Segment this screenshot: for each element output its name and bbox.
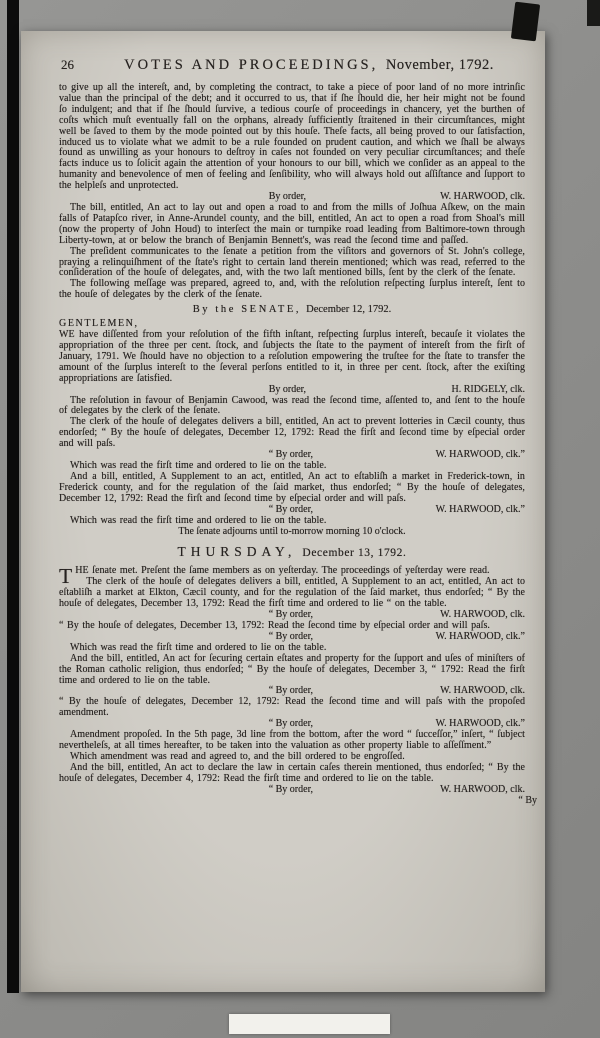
scan-artifact-top-right [511, 2, 540, 42]
section-heading [59, 303, 525, 317]
by-order-line [59, 785, 525, 796]
proceedings-paragraph: “ By the houſe of delegates, December 12, 1792: Read the ſecond time and will paſs with the propoſed amendment. [59, 696, 525, 719]
proceedings-paragraph: The bill, entitled, An act to lay out and open a road to and from the mills of Joſhua Aſkew, on the main falls of Patapſco river, in Anne-Arundel county, and the bill, entitled, An act to open a road from Shoal's mill (now the property of John Houd) to interſect the main or turnpike road leading from Baltimore-town through Liberty-town, at or below the branch of Benjamin Bennett's, was read the ſecond time and paſſed. [59, 201, 525, 246]
page-title [117, 57, 501, 74]
proceedings-paragraph: Which was read the firſt time and ordered to lie on the table. [70, 641, 327, 653]
catchword: “ By [518, 795, 537, 807]
proceedings-paragraph: Amendment propoſed. In the 5th page, 3d line from the bottom, after the word “ ſucceſſor,” inſert, “ ſubject nevertheleſs, at all times hereafter, to be taken into the valuation as other property liable to aſſeſſment.” [59, 729, 525, 751]
page-body [59, 82, 537, 807]
by-order-label: “ By order, [268, 630, 313, 642]
clerk-signature: W. HARWOOD, clk. [440, 191, 525, 203]
adjournment-line: The ſenate adjourns until to-morrow morning 10 o'clock. [178, 526, 406, 538]
page-title-caps: VOTES AND PROCEEDINGS, [124, 57, 379, 73]
proceedings-paragraph: And the bill, entitled, An act to declare the law in certain caſes therein mentioned, thus endorſed; “ By the houſe of delegates, December 4, 1792: Read the firſt time and ordered to lie on the table. [59, 761, 525, 784]
proceedings-paragraph: The following meſſage was prepared, agreed to, and, with the reſolution reſpecting ſurplus intereſt, ſent to the houſe of delegates by the clerk of the ſenate. [59, 278, 525, 301]
proceedings-paragraph: And the bill, entitled, An act for ſecuring certain eſtates and property for the ſupport and uſes of miniſters of the Roman catholic religion, thus endorſed; “ By the houſe of delegates, December 3, “ 1792: Read the firſt time and ordered to lie on the table. [59, 652, 525, 686]
drop-cap-letter: T [59, 564, 73, 589]
proceedings-paragraph: Which was read the firſt time and ordered to lie on the table. [70, 514, 327, 526]
by-order-label: “ By order, [268, 609, 313, 621]
proceedings-paragraph: “ By the houſe of delegates, December 13, 1792: Read the ſecond time by eſpecial order and will paſs. [59, 619, 490, 631]
proceedings-paragraph: to give up all the intereſt, and, by completing the contract, to take a piece of poor land of no more intrinſic value than the principal of the debt; and it occurred to us, that if ſhe ſhould die, her heir might not be found ſo indulgent; and that if ſhe ſhould ſurvive, a tedious courſe of proceedings in chancery, yet the burthen of coſts which muſt eventually fall on the orphans, already ſufficiently ſtraitened in their circumſtances, might well be ſaved to them by the mode pointed out by this houſe. Theſe facts, all being proved to our ſatisfaction, induced us to violate what we admit to be a rule founded on prudent caution, and which we ſhall be always found as unwilling as your honours to deſtroy in caſes not founded on very peculiar circumſtances; and theſe facts induce us to ſolicit again the attention of your honours to our bill, which we conſider as an appeal to the humanity and benevolence of men of feeling and ſenſibility, who will always hold out aſſiſtance and ſupport to the helpleſs and unprotected. [59, 82, 525, 192]
by-order-label: By order, [268, 383, 307, 395]
scan-label-strip [229, 1014, 390, 1034]
clerk-signature: W. HARWOOD, clk. [440, 685, 525, 697]
clerk-signature: W. HARWOOD, clk.” [435, 630, 525, 642]
clerk-signature: W. HARWOOD, clk.” [435, 449, 525, 461]
scan-edge-left [7, 0, 19, 993]
page-header [59, 57, 525, 74]
clerk-signature: H. RIDGELY, clk. [451, 383, 525, 395]
page-number: 26 [61, 57, 74, 72]
proceedings-paragraph: The reſolution in favour of Benjamin Cawood, was read the ſecond time, aſſented to, and ſent to the houſe of delegates by the clerk of the ſenate. [59, 394, 525, 417]
clerk-signature: W. HARWOOD, clk. [440, 783, 525, 795]
heading-caps: By the SENATE, [192, 304, 302, 316]
proceedings-paragraph: Which was read the firſt time and ordered to lie on the table. [70, 460, 327, 471]
proceedings-paragraph: And a bill, entitled, A Supplement to an act, entitled, An act to eſtabliſh a market in Frederick-town, in Frederick county, and for the regulation of the ſaid market, thus endorſed; “ By the houſe of delegates, December 12, 1792: Read the firſt and ſecond time by eſpecial order and will paſs. [59, 470, 525, 504]
clerk-signature: W. HARWOOD, clk.” [435, 718, 525, 730]
by-order-label: By order, [268, 191, 307, 203]
proceedings-paragraph: Which amendment was read and agreed to, and the bill ordered to be engroſſed. [70, 750, 405, 762]
opening-paragraph-text: HE ſenate met. Preſent the ſame members as on yeſterday. The proceedings of yeſterday were read. [75, 565, 490, 577]
heading-date: December 13, 1792. [302, 547, 407, 560]
proceedings-paragraph: The clerk of the houſe of delegates delivers a bill, entitled, A Supplement to an act, entitled, An act to eſtabliſh a market at Elkton, Cæcil county, and for the regulation of the ſaid market, thus endorſed; “ By the houſe of delegates, December 13, 1792: Read the firſt time and ordered to lie “ on the table. [59, 576, 525, 610]
by-order-label: “ By order, [268, 783, 313, 795]
by-order-line [59, 385, 525, 396]
heading-caps: THURSDAY, [177, 544, 297, 560]
proceedings-paragraph: The preſident communicates to the ſenate a petition from the viſitors and governors of St. John's college, praying a relinquiſhment of the ſtate's right to certain land therein mentioned; which was read, referred to the conſideration of the houſe of delegates, and, with the two laſt mentioned bills, ſent by the clerk of the ſenate. [59, 245, 525, 279]
heading-date: December 12, 1792. [306, 304, 392, 316]
by-order-line [59, 505, 525, 516]
section-heading [59, 542, 525, 563]
by-order-label: “ By order, [268, 718, 313, 730]
by-order-label: “ By order, [268, 449, 313, 461]
by-order-label: “ By order, [268, 685, 313, 697]
page-title-date: November, 1792. [385, 57, 494, 73]
proceedings-paragraph: WE have diſſented from your reſolution of the fifth inſtant, reſpecting ſurplus intereſt, becauſe it violates the appropriation of the three per cent. ſtock, and ſubjects the ſtate to the payment of intereſt from the firſt of January, 1791. We ſhould have no objection to a reſolution empowering the truſtee for the ſtate to transfer the amount of the ſurplus intereſt to the ſeveral perſons entitled to it, in three per cent. ſtock, after the exiſting appropriations are ſatisfied. [59, 329, 525, 384]
proceedings-paragraph: The clerk of the houſe of delegates delivers a bill, entitled, An act to prevent lotteries in Cæcil county, thus endorſed; “ By the houſe of delegates, December 12, 1792: Read the firſt and ſecond time by eſpecial order and will paſs. [59, 416, 525, 450]
scan-artifact-corner [587, 0, 600, 26]
clerk-signature: W. HARWOOD, clk.” [435, 503, 525, 515]
by-order-label: “ By order, [268, 503, 313, 515]
salutation: GENTLEMEN, [59, 318, 139, 330]
document-page [21, 31, 545, 992]
clerk-signature: W. HARWOOD, clk. [440, 609, 525, 621]
